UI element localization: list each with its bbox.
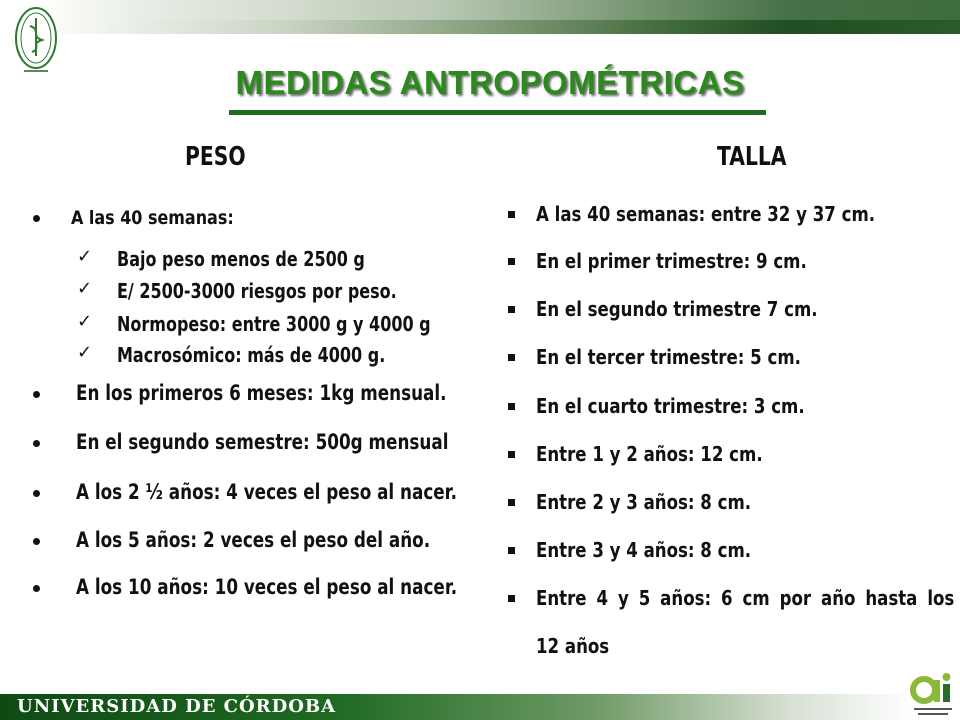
talla-item: En el primer trimestre: 9 cm. (536, 249, 807, 273)
peso-check-item: E/ 2500-3000 riesgos por peso. (117, 279, 397, 303)
peso-bullet-item: A los 10 años: 10 veces el peso al nacer. (76, 575, 458, 599)
checkmark-icon: ✓ (77, 342, 93, 363)
bullet-dot (33, 538, 40, 545)
talla-item: En el tercer trimestre: 5 cm. (536, 345, 801, 369)
bullet-dot (33, 440, 40, 447)
peso-heading: PESO (185, 142, 246, 172)
checkmark-icon: ✓ (77, 246, 93, 267)
talla-item: Entre 1 y 2 años: 12 cm. (536, 442, 763, 466)
peso-bullet-item: En los primeros 6 meses: 1kg mensual. (76, 381, 447, 405)
peso-check-item: Macrosómico: más de 4000 g. (117, 343, 386, 367)
talla-item: Entre 4 y 5 años: 6 cm por año hasta los (536, 586, 955, 610)
square-bullet (508, 211, 515, 218)
square-bullet (508, 306, 515, 313)
bullet-dot (33, 585, 40, 592)
peso-bullet-item: A los 5 años: 2 veces el peso del año. (76, 528, 431, 552)
square-bullet (508, 403, 515, 410)
checkmark-icon: ✓ (77, 278, 93, 299)
bullet-dot (33, 391, 40, 398)
header-band (0, 0, 960, 34)
square-bullet (508, 354, 515, 361)
title-underline (229, 110, 766, 115)
talla-item: En el cuarto trimestre: 3 cm. (536, 394, 805, 418)
peso-intro: A las 40 semanas: (71, 207, 234, 229)
square-bullet (508, 258, 515, 265)
talla-item: En el segundo trimestre 7 cm. (536, 297, 818, 321)
talla-item: Entre 3 y 4 años: 8 cm. (536, 538, 752, 562)
square-bullet (508, 451, 515, 458)
checkmark-icon: ✓ (77, 311, 93, 332)
slide-title: MEDIDAS ANTROPOMÉTRICAS (235, 64, 745, 101)
bullet-dot (33, 490, 40, 497)
peso-bullet-item: A los 2 ½ años: 4 veces el peso al nacer. (76, 480, 457, 504)
peso-check-item: Normopeso: entre 3000 g y 4000 g (117, 312, 431, 336)
talla-item: Entre 2 y 3 años: 8 cm. (536, 490, 752, 514)
peso-bullet-item: En el segundo semestre: 500g mensual (76, 430, 449, 454)
university-name: UNIVERSIDAD DE CÓRDOBA (17, 696, 337, 717)
accreditation-logo (908, 670, 958, 720)
peso-check-item: Bajo peso menos de 2500 g (117, 247, 365, 271)
talla-heading: TALLA (717, 142, 787, 172)
square-bullet (508, 499, 515, 506)
square-bullet (508, 595, 515, 602)
square-bullet (508, 547, 515, 554)
talla-item: A las 40 semanas: entre 32 y 37 cm. (536, 202, 876, 226)
talla-item-continuation: 12 años (536, 634, 610, 658)
bullet-dot (33, 215, 40, 222)
